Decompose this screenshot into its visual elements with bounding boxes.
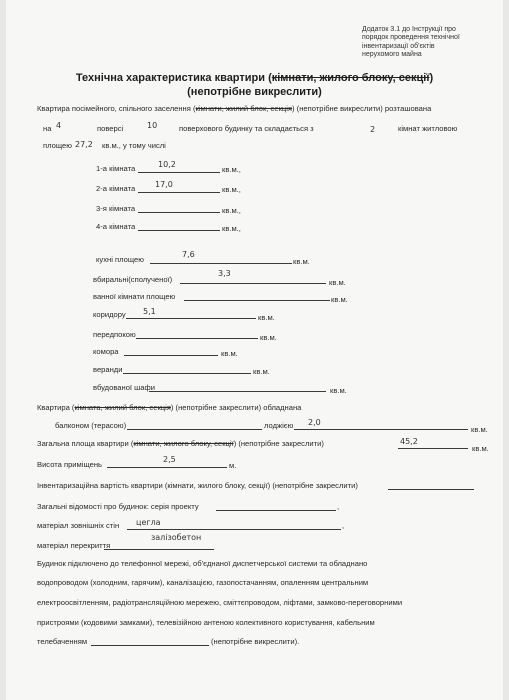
height-value: 2,5 — [163, 455, 176, 464]
equipped-text: Квартира (кімната, жилий блок, секція) (непотрібне закреслити) обладнана — [37, 403, 302, 412]
left-scan-edge — [0, 0, 6, 700]
total-floors-value: 10 — [147, 121, 158, 130]
veranda-label: веранди — [93, 365, 123, 374]
walls-line — [127, 529, 341, 530]
general-info-label: Загальні відомості про будинок: серія проекту — [37, 502, 199, 511]
loggia-label: лоджією — [264, 421, 294, 430]
including-label: кв.м., у тому числі — [102, 141, 166, 150]
loggia-line — [294, 429, 468, 430]
floors-material-line — [104, 549, 214, 550]
height-unit: м. — [229, 461, 237, 470]
veranda-unit: кв.м. — [253, 367, 270, 376]
bathroom-line — [180, 283, 326, 284]
room-3-line — [138, 212, 220, 213]
page-title: Технічна характеристика квартири (кімнати, жилого блоку, секції) — [75, 72, 434, 84]
total-area-text: Загальна площа квартири (кімнати, жилого блоку, секції) (непотрібне закреслити) — [37, 439, 324, 448]
bath-unit: кв.м. — [331, 295, 348, 304]
walls-comma: , — [342, 521, 345, 530]
bathroom-unit: кв.м. — [329, 278, 346, 287]
room-2-value: 17,0 — [155, 180, 173, 189]
floors-material-label: матеріал перекриття — [37, 541, 111, 550]
right-scan-edge — [503, 0, 509, 700]
annex-note-line: нерухомого майна — [362, 51, 422, 59]
utilities-line-2: водопроводом (холодним, гарячим), каналізацією, газопостачанням, опаленням центральним — [37, 578, 369, 587]
room-3-unit: кв.м., — [222, 206, 241, 215]
floor-label: поверсі — [97, 124, 124, 133]
building-label: поверхового будинку та складається з — [179, 124, 314, 133]
floors-material-value: залізобетон — [151, 533, 202, 542]
room-1-label: 1-а кімната — [96, 164, 136, 173]
storage-line — [124, 355, 218, 356]
hall-line — [136, 338, 258, 339]
corridor-unit: кв.м. — [258, 313, 275, 322]
floor-value: 4 — [56, 121, 62, 130]
annex-note-line: інвентаризації об'єктів — [362, 42, 435, 50]
storage-unit: кв.м. — [221, 349, 238, 358]
room-1-value: 10,2 — [158, 160, 176, 169]
hall-unit: кв.м. — [260, 333, 277, 342]
total-area-line — [398, 448, 468, 449]
room-4-line — [138, 230, 220, 231]
walls-label: матеріал зовнішніх стін — [37, 521, 120, 530]
corridor-line — [126, 318, 256, 319]
wardrobe-unit: кв.м. — [330, 386, 347, 395]
on-label: на — [43, 124, 52, 133]
total-area-value: 45,2 — [400, 437, 418, 446]
bathroom-value: 3,3 — [218, 269, 231, 278]
page-subtitle: (непотрібне викреслити) — [187, 86, 322, 98]
rooms-value: 2 — [370, 125, 376, 134]
project-series-line — [216, 510, 336, 511]
room-4-unit: кв.м., — [222, 224, 241, 233]
annex-note-line: Додаток 3.1 до Інструкції про — [362, 26, 456, 33]
kitchen-value: 7,6 — [182, 250, 195, 259]
area-label: площею — [43, 141, 72, 150]
utilities-line-3: електроосвітленням, радіотрансляційною мережею, сміттєпроводом, ліфтами, замково-переговорними — [37, 598, 403, 607]
loggia-value: 2,0 — [308, 418, 321, 427]
inventory-cost-line — [388, 489, 474, 490]
room-1-line — [138, 172, 220, 173]
room-3-label: 3-я кімната — [96, 204, 136, 213]
utilities-last-prefix: телебаченням — [37, 637, 88, 646]
utilities-last-line — [91, 645, 209, 646]
wardrobe-line — [149, 391, 326, 392]
wardrobe-label: вбудованої шафи — [93, 383, 155, 392]
bathroom-label: вбиральні(сполученої) — [93, 275, 173, 284]
bath-line — [184, 300, 330, 301]
inventory-cost-label: Інвентаризаційна вартість квартири (кімнати, жилого блоку, секції) (непотрібне закреслити) — [37, 481, 358, 490]
storage-label: комора — [93, 347, 119, 356]
utilities-line-1: Будинок підключено до телефонної мережі, об'єднаної диспетчерської системи та обладнано — [37, 559, 368, 568]
utilities-line-4: пристроями (кодовими замками), телевізійною антеною колективного користування, кабельним — [37, 618, 375, 627]
veranda-line — [123, 373, 251, 374]
room-2-line — [138, 192, 220, 193]
room-1-unit: кв.м., — [222, 165, 241, 174]
kitchen-unit: кв.м. — [293, 257, 310, 266]
room-2-label: 2-а кімната — [96, 184, 136, 193]
bath-label: ванної кімнати площею — [93, 292, 176, 301]
height-label: Висота приміщень — [37, 460, 102, 469]
utilities-last-suffix: (непотрібне викреслити). — [211, 637, 300, 646]
room-2-unit: кв.м., — [222, 185, 241, 194]
hall-label: передпокою — [93, 330, 136, 339]
walls-value: цегла — [136, 518, 161, 527]
loggia-unit: кв.м. — [471, 425, 488, 434]
balcony-line — [127, 429, 262, 430]
room-4-label: 4-а кімната — [96, 222, 136, 231]
annex-note — [362, 26, 460, 60]
height-line — [107, 467, 227, 468]
balcony-label: балконом (терасою) — [55, 421, 127, 430]
project-series-comma: , — [337, 502, 340, 511]
kitchen-line — [150, 263, 292, 264]
annex-note-line: порядок проведення технічної — [362, 34, 460, 42]
living-area-value: 27,2 — [75, 140, 93, 149]
corridor-value: 5,1 — [143, 307, 156, 316]
kitchen-label: кухні площею — [96, 255, 144, 264]
apartment-intro: Квартира посімейного, спільного заселення (кімнати, жилий блок, секція) (непотрібне викреслити) розташована — [37, 104, 432, 113]
corridor-label: коридору — [93, 310, 126, 319]
rooms-label: кімнат житловою — [398, 124, 458, 133]
total-area-unit: кв.м. — [472, 444, 489, 453]
